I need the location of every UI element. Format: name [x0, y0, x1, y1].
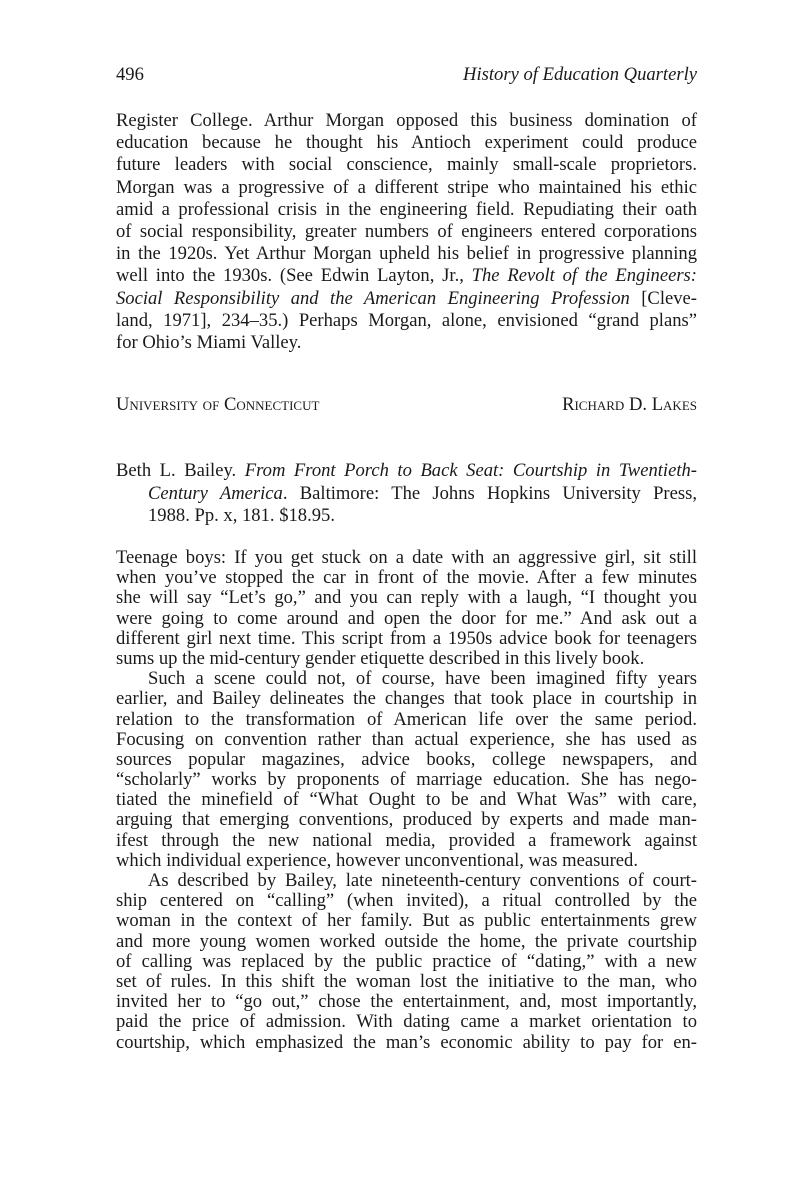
text: when you’ve stopped the car in front of the movie. After a few minutes [116, 567, 697, 589]
text: courtship, which emphasized the man’s economic ability to pay for en- [116, 1031, 697, 1053]
text-line [116, 992, 697, 1012]
text-line [116, 505, 697, 528]
text-line [116, 831, 697, 851]
italic-text: Century America [148, 482, 283, 504]
text: arguing that emerging conventions, produced by experts and made man- [116, 809, 697, 831]
text: relation to the transformation of American life over the same period. [116, 708, 697, 730]
text: tiated the minefield of “What Ought to be and What Was” with care, [116, 789, 697, 811]
text-line [116, 790, 697, 810]
text: ship centered on “calling” (when invited), a ritual controlled by the [116, 890, 697, 912]
text: she will say “Let’s go,” and you can reply with a laugh, “I thought you [116, 587, 697, 609]
book-citation [116, 460, 697, 528]
text-line [116, 911, 697, 931]
text: of social responsibility, greater numbers of engineers entered corporations [116, 220, 697, 242]
text-line [116, 871, 697, 891]
text: Register College. Arthur Morgan opposed this business domination of [116, 110, 697, 131]
text-line [116, 689, 697, 709]
text: invited her to “go out,” chose the entertainment, and, most importantly, [116, 991, 697, 1013]
text-line [116, 891, 697, 911]
text: [Cleve- [629, 287, 697, 309]
text: of calling was replaced by the public practice of “dating,” with a new [116, 950, 697, 972]
text: Such a scene could not, of course, have been imagined fifty years [148, 668, 697, 690]
text-line [116, 460, 697, 483]
text: and more young women worked outside the home, the private courtship [116, 930, 697, 952]
italic-text: Social Responsibility and the American Engineering Profession [116, 287, 630, 309]
text-line [116, 265, 697, 287]
text-line [116, 132, 697, 154]
text-line [116, 199, 697, 221]
text: paid the price of admission. With dating came a market orientation to [116, 1011, 697, 1033]
page-number: 496 [116, 64, 144, 85]
text: which individual experience, however unconventional, was measured. [116, 849, 638, 871]
text-line [116, 1012, 697, 1032]
text: Beth L. Bailey. [116, 460, 245, 481]
italic-text: From Front Porch to Back Seat: Courtship in Twentieth- [244, 460, 697, 481]
text: different girl next time. This script from a 1950s advice book for teenagers [116, 627, 697, 649]
text-line [116, 669, 697, 689]
text-line [116, 154, 697, 176]
text: set of rules. In this shift the woman lost the initiative to the man, who [116, 970, 697, 992]
text-line [116, 332, 697, 354]
journal-title: History of Education Quarterly [463, 64, 697, 85]
text-line [116, 177, 697, 199]
review-body [116, 548, 697, 1053]
text: 1988. Pp. x, 181. $18.95. [148, 505, 335, 526]
text-line [116, 972, 697, 992]
text-line [116, 1033, 697, 1053]
text-line [116, 568, 697, 588]
text: in the 1920s. Yet Arthur Morgan upheld his belief in progressive planning [116, 243, 697, 265]
text-line [116, 770, 697, 790]
text: As described by Bailey, late nineteenth-century conventions of court- [148, 870, 697, 891]
text-line [116, 110, 697, 132]
review-signature [116, 394, 697, 416]
text-line [116, 952, 697, 972]
text-line [116, 221, 697, 243]
text-line [116, 710, 697, 730]
text: ifest through the new national media, provided a framework against [116, 829, 697, 851]
text: education because he thought his Antioch experiment could produce [116, 132, 697, 154]
text-line [116, 588, 697, 608]
text: “scholarly” works by proponents of marriage education. She has nego- [116, 769, 697, 791]
text: earlier, and Bailey delineates the changes that took place in courtship in [116, 688, 697, 710]
italic-text: The Revolt of the Engineers: [471, 265, 697, 287]
text: land, 1971], 234–35.) Perhaps Morgan, alone, envisioned “grand plans” [116, 309, 697, 331]
text-line [116, 243, 697, 265]
text-line [116, 310, 697, 332]
review-continuation-paragraph [116, 110, 697, 354]
text-line [116, 629, 697, 649]
text: well into the 1930s. (See Edwin Layton, Jr., [116, 265, 472, 287]
text-line [116, 483, 697, 506]
reviewer-name: Richard D. Lakes [562, 394, 697, 415]
text: sums up the mid-century gender etiquette described in this lively book. [116, 647, 645, 669]
reviewer-institution: University of Connecticut [116, 394, 320, 415]
text: . Baltimore: The Johns Hopkins University Press, [282, 482, 697, 504]
text-line [116, 730, 697, 750]
text-line [116, 810, 697, 830]
text: future leaders with social conscience, mainly small-scale proprietors. [116, 154, 697, 176]
text-line [116, 649, 697, 669]
running-header [116, 64, 697, 86]
text: for Ohio’s Miami Valley. [116, 331, 302, 353]
text: were going to come around and open the door for me.” And ask out a [116, 607, 697, 629]
text: Morgan was a progressive of a different stripe who maintained his ethic [116, 176, 697, 198]
text-line [116, 932, 697, 952]
text: amid a professional crisis in the engineering field. Repudiating their oath [116, 198, 697, 220]
text: Focusing on convention rather than actual experience, she has used as [116, 728, 697, 750]
text-line [116, 548, 697, 568]
text-line [116, 851, 697, 871]
text: woman in the context of her family. But as public entertainments grew [116, 910, 697, 932]
text-line [116, 609, 697, 629]
text: sources popular magazines, advice books, college newspapers, and [116, 748, 697, 770]
text-line [116, 750, 697, 770]
text: Teenage boys: If you get stuck on a date with an aggressive girl, sit still [116, 547, 697, 568]
text-line [116, 288, 697, 310]
